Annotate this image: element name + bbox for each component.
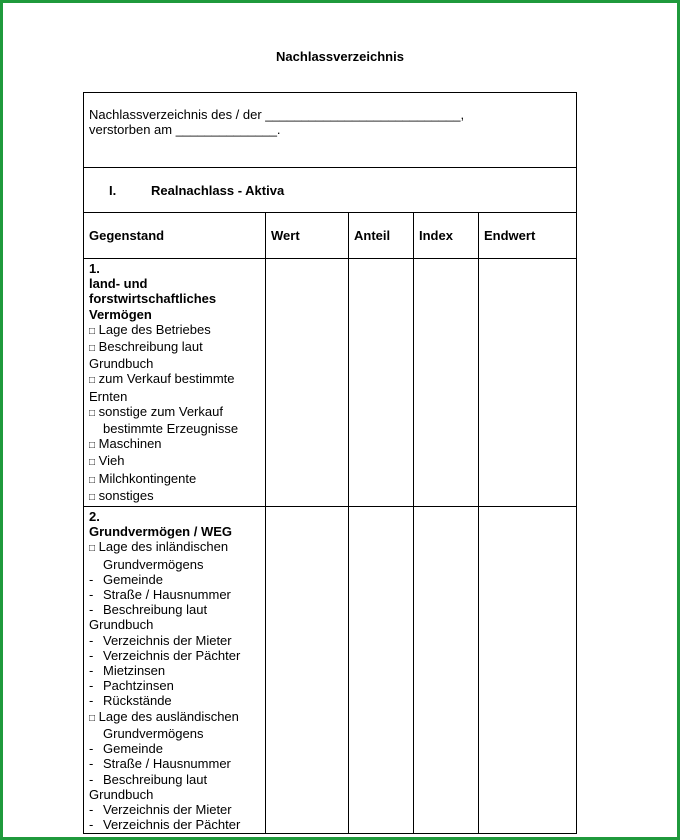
dash-marker: - (89, 663, 94, 679)
inventory-table (83, 92, 577, 834)
group-number: 1. (89, 261, 100, 276)
dash-marker: - (89, 817, 94, 833)
document-page (3, 3, 677, 837)
column-header-row (84, 213, 577, 259)
list-item-text: Vieh (98, 453, 125, 469)
list-item-text: zum Verkauf bestimmte Ernten (89, 371, 235, 404)
section-heading (84, 168, 577, 213)
checkbox-marker: □ (89, 407, 96, 419)
col-header-wert: Wert (266, 213, 349, 259)
list-item-text: Verzeichnis der Pächter (103, 647, 241, 663)
checkbox-marker: □ (89, 712, 96, 724)
list-item-continuation: Grundbuch (89, 786, 154, 802)
dash-marker: - (89, 693, 94, 709)
list-item (89, 709, 260, 726)
col-header-gegenstand: Gegenstand (84, 213, 266, 259)
checkbox-marker: □ (89, 325, 96, 337)
dash-marker: - (89, 571, 94, 587)
list-item (89, 572, 260, 587)
list-item-text: Straße / Hausnummer (103, 587, 231, 603)
list-item (89, 471, 260, 488)
dash-marker: - (89, 756, 94, 772)
list-item (89, 648, 260, 663)
group-cell-agriculture (84, 259, 266, 507)
checkbox-marker: □ (89, 375, 96, 387)
dash-marker: - (89, 602, 94, 618)
group-title: Grundvermögen / WEG (89, 524, 233, 540)
list-item-text: Straße / Hausnummer (103, 756, 231, 772)
list-item-continuation: Grundvermögens (103, 725, 204, 741)
intro-line-date: verstorben am ______________. (89, 122, 281, 137)
checkbox-marker: □ (89, 491, 96, 503)
list-item (89, 488, 260, 505)
list-item-text: Maschinen (98, 436, 162, 452)
list-item-text: Lage des Betriebes (98, 321, 211, 337)
dash-marker: - (89, 771, 94, 787)
checkbox-marker: □ (89, 440, 96, 452)
section-title: Realnachlass - Aktiva (151, 182, 285, 198)
list-item-text: Gemeinde (103, 741, 163, 757)
list-item-text: Verzeichnis der Pächter (103, 817, 241, 833)
list-item (89, 756, 260, 771)
list-item-text: Milchkontingente (98, 470, 197, 486)
list-item (89, 678, 260, 693)
checkbox-marker: □ (89, 457, 96, 469)
intro-line-deceased: Nachlassverzeichnis des / der ___________________________, (89, 107, 465, 122)
list-item (89, 772, 260, 787)
index-cell[interactable] (414, 259, 479, 507)
list-item-text: sonstiges (98, 487, 154, 503)
list-item (89, 322, 260, 339)
list-item-text: Beschreibung laut (103, 771, 208, 787)
list-item (89, 453, 260, 470)
list-item (89, 371, 260, 403)
dash-marker: - (89, 801, 94, 817)
list-item-text: Gemeinde (103, 571, 163, 587)
checkbox-marker: □ (89, 543, 96, 555)
anteil-cell[interactable] (349, 507, 414, 834)
group-cell-real-estate (84, 507, 266, 834)
endwert-cell[interactable] (479, 259, 577, 507)
col-header-index: Index (414, 213, 479, 259)
col-header-anteil: Anteil (349, 213, 414, 259)
list-item (89, 339, 260, 371)
document-title: Nachlassverzeichnis (276, 49, 404, 64)
group-title: land- und forstwirtschaftliches Vermögen (89, 276, 217, 322)
wert-cell[interactable] (266, 507, 349, 834)
dash-marker: - (89, 741, 94, 757)
list-item-text: Verzeichnis der Mieter (103, 632, 232, 648)
dash-marker: - (89, 647, 94, 663)
list-item-text: Beschreibung laut Grundbuch (89, 339, 203, 372)
dash-marker: - (89, 587, 94, 603)
list-item (89, 741, 260, 756)
group-number: 2. (89, 509, 100, 525)
index-cell[interactable] (414, 507, 479, 834)
list-item (89, 633, 260, 648)
dash-marker: - (89, 678, 94, 694)
list-item-text: Pachtzinsen (103, 678, 174, 694)
list-item (89, 802, 260, 817)
list-item-continuation: Grundbuch (89, 617, 154, 633)
list-item (89, 587, 260, 602)
list-item (89, 663, 260, 678)
list-item (89, 404, 260, 421)
table-row (84, 507, 577, 834)
list-item-text: Verzeichnis der Mieter (103, 801, 232, 817)
checkbox-marker: □ (89, 343, 96, 355)
list-item (89, 693, 260, 708)
list-item (89, 817, 260, 832)
dash-marker: - (89, 632, 94, 648)
list-item-text: sonstige zum Verkauf (98, 403, 223, 419)
list-item-text: Lage des ausländischen (98, 708, 239, 724)
list-item (89, 436, 260, 453)
list-item-text: Beschreibung laut (103, 602, 208, 618)
col-header-endwert: Endwert (479, 213, 577, 259)
table-row (84, 259, 577, 507)
list-item-text: Mietzinsen (103, 663, 166, 679)
intro-cell (84, 93, 577, 168)
section-number: I. (109, 182, 117, 198)
list-item-continuation: bestimmte Erzeugnisse (103, 421, 239, 437)
list-item-text: Rückstände (103, 693, 172, 709)
endwert-cell[interactable] (479, 507, 577, 834)
checkbox-marker: □ (89, 474, 96, 486)
list-item-text: Lage des inländischen (98, 539, 229, 555)
list-item-continuation: Grundvermögens (103, 556, 204, 572)
wert-cell[interactable] (266, 259, 349, 507)
list-item (89, 602, 260, 617)
list-item (89, 539, 260, 556)
anteil-cell[interactable] (349, 259, 414, 507)
